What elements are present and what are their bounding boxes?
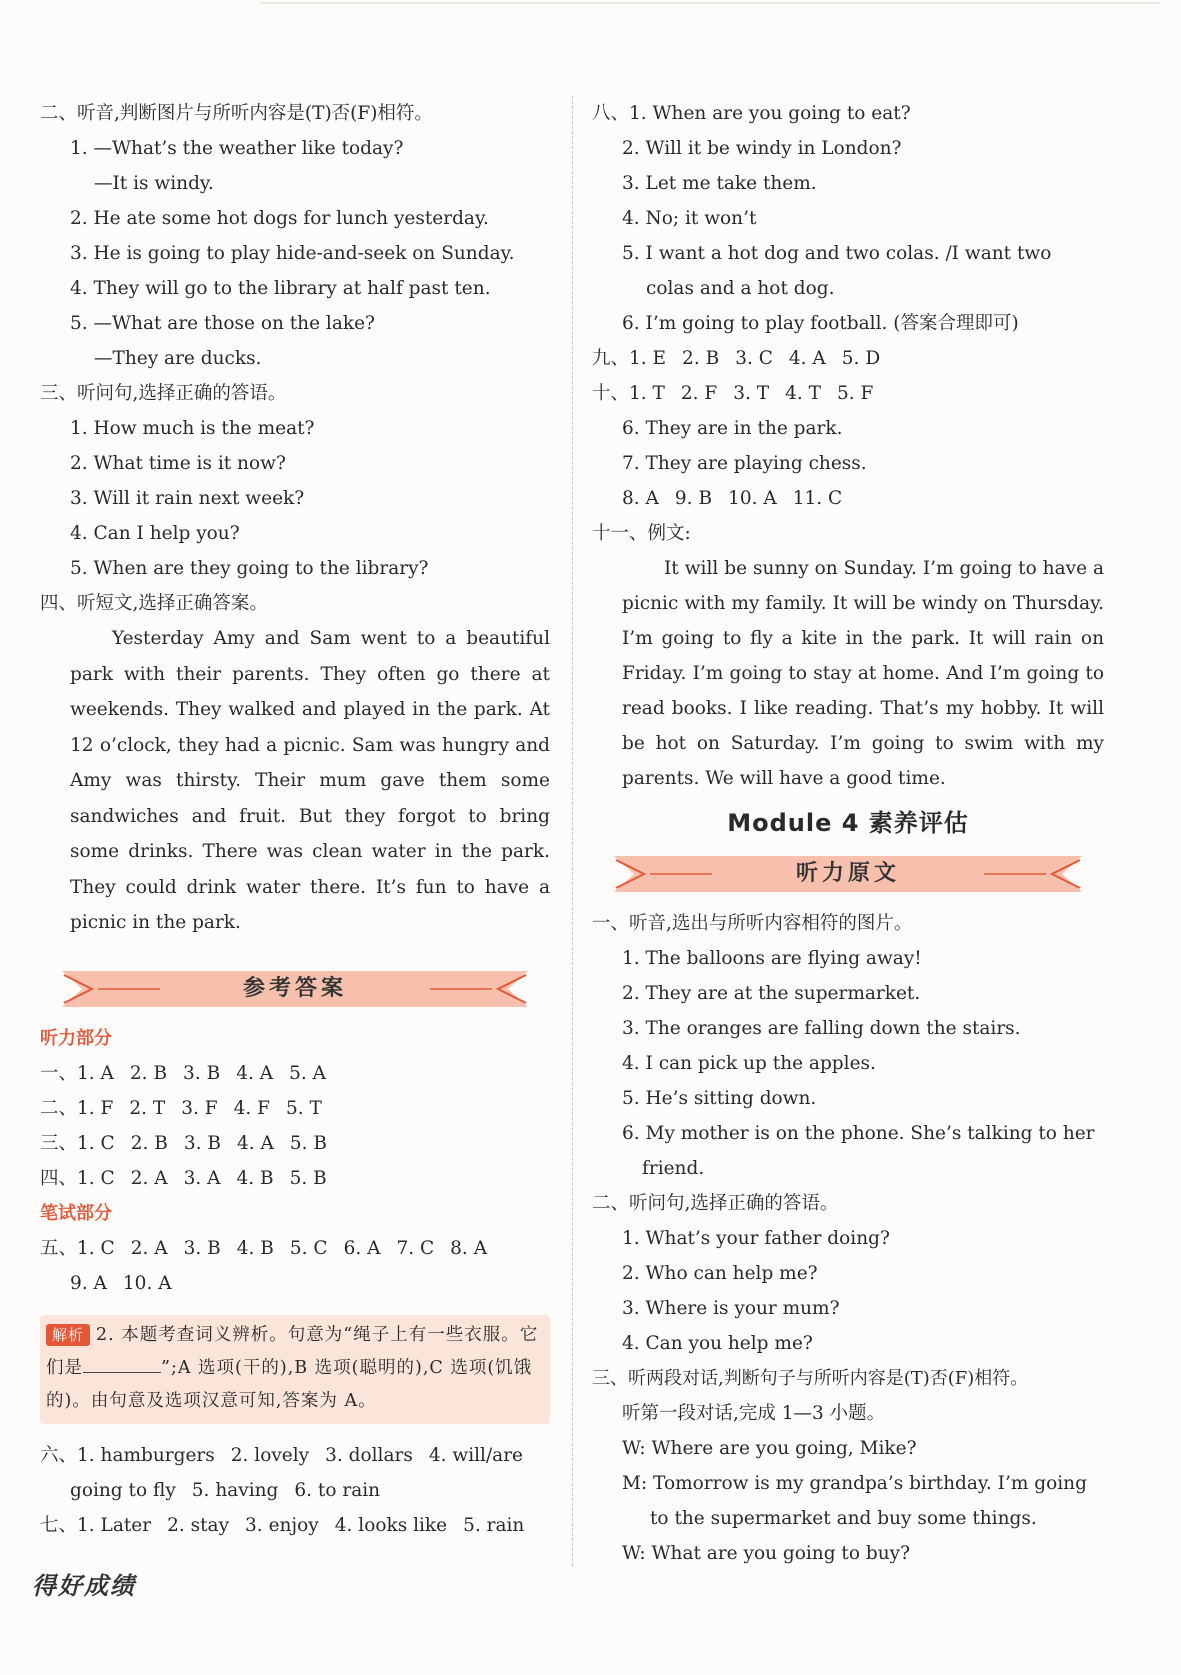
answer: 2. A — [130, 1237, 168, 1259]
answer-10-line: 6. They are in the park. — [622, 418, 843, 439]
m4-section-3-subtitle: 听第一段对话,完成 1—3 小题。 — [622, 1403, 886, 1424]
answer: going to fly — [70, 1479, 176, 1501]
m4-section-1-title: 一、听音,选出与所听内容相符的图片。 — [592, 913, 913, 934]
writing-part-label: 笔试部分 — [40, 1202, 112, 1224]
answer: 2. T — [129, 1097, 166, 1119]
list-item: 5. —What are those on the lake? — [70, 313, 375, 334]
right-column — [592, 96, 1104, 1571]
listening-script-banner — [592, 852, 1104, 896]
answer: 5. B — [289, 1132, 328, 1154]
module-title: Module 4 素养评估 — [727, 809, 969, 837]
answer: 3. B — [183, 1062, 221, 1084]
answer: 5. T — [286, 1097, 322, 1119]
listening-script-title: 听力原文 — [795, 861, 900, 886]
list-item: 3. The oranges are falling down the stairs. — [622, 1018, 1021, 1039]
answers-banner-title: 参考答案 — [242, 975, 347, 1001]
answer: 2. lovely — [230, 1444, 310, 1466]
answer: 3. dollars — [325, 1444, 413, 1466]
answer: 2. B — [130, 1132, 168, 1154]
list-item: friend. — [642, 1158, 705, 1179]
listening-passage — [40, 621, 550, 941]
list-item: 2. What time is it now? — [70, 453, 286, 474]
m4-section-3-title: 三、听两段对话,判断句子与所听内容是(T)否(F)相符。 — [592, 1368, 1029, 1389]
dialog-line: M: Tomorrow is my grandpa’s birthday. I’m going — [622, 1473, 1087, 1494]
list-item: 4. Can you help me? — [622, 1333, 813, 1354]
answer: 4. A — [236, 1062, 274, 1084]
answer: 5. rain — [463, 1514, 525, 1536]
list-item: 2. He ate some hot dogs for lunch yesterday. — [70, 208, 489, 229]
analysis-text-2: ”;A 选项(干的),B 选项(聪明的),C 选项(饥饿的)。由句意及选项汉意可知,答案为 A。 — [46, 1357, 533, 1411]
answer: 3. B — [183, 1132, 221, 1154]
analysis-text-1: 2. 本题考查词义辨析。句意为“绳子上有一些衣服。它们是 — [46, 1324, 539, 1378]
column-divider — [572, 96, 573, 1566]
answer-row — [40, 1091, 550, 1126]
list-item: 1. How much is the meat? — [70, 418, 315, 439]
answer: 6. A — [343, 1237, 381, 1259]
m4-section-2-title: 二、听问句,选择正确的答语。 — [592, 1193, 839, 1214]
blank-line — [83, 1354, 161, 1373]
list-item: 2. Who can help me? — [622, 1263, 818, 1284]
answer: 2. F — [680, 383, 718, 404]
answer-8-line: 6. I’m going to play football. (答案合理即可) — [622, 313, 1019, 334]
footer-brand: 得好成绩 — [32, 1571, 136, 1600]
answer: 4. looks like — [334, 1514, 448, 1536]
list-item: 1. —What’s the weather like today? — [70, 138, 404, 159]
answer: 2. B — [682, 348, 720, 369]
list-item: 3. He is going to play hide-and-seek on Sunday. — [70, 243, 515, 264]
answer: 4. A — [788, 348, 826, 369]
section-4-title: 四、听短文,选择正确答案。 — [40, 593, 268, 614]
answer: 六、1. hamburgers — [40, 1444, 215, 1466]
listening-part-label: 听力部分 — [40, 1027, 112, 1049]
answer: 三、1. C — [40, 1132, 115, 1154]
answer: 11. C — [792, 488, 843, 509]
list-item: —It is windy. — [94, 173, 214, 194]
answer: 3. B — [183, 1237, 221, 1259]
dialog-line: to the supermarket and buy some things. — [650, 1508, 1037, 1529]
answer: 四、1. C — [40, 1167, 115, 1189]
essay-text: It will be sunny on Sunday. I’m going to have a picnic with my family. It will be windy on Thursday. I’m going to fly a kite in the park. It will rain on Friday. I’m going to stay at home. And I’m going to read books. I like reading. That’s my hobby. It will be hot on Saturday. I’m going to swim with my parents. We will have a good time. — [622, 558, 1104, 789]
answer-8-line: colas and a hot dog. — [646, 278, 835, 299]
answer-11-title: 十一、例文: — [592, 523, 691, 544]
list-item: 6. My mother is on the phone. She’s talking to her — [622, 1123, 1095, 1144]
answer: 9. B — [674, 488, 713, 509]
list-item: 3. Will it rain next week? — [70, 488, 305, 509]
answer: 10. A — [728, 488, 777, 509]
answer: 4. B — [236, 1167, 274, 1189]
list-item: 4. I can pick up the apples. — [622, 1053, 876, 1074]
answer: 十、1. T — [592, 383, 665, 404]
answer: 4. F — [233, 1097, 270, 1119]
list-item: 5. When are they going to the library? — [70, 558, 429, 579]
answer-8-line: 3. Let me take them. — [622, 173, 817, 194]
answer: 8. A — [450, 1237, 488, 1259]
answer: 10. A — [122, 1272, 172, 1294]
answer: 8. A — [622, 488, 659, 509]
answer-row — [592, 376, 1104, 411]
list-item: 5. He’s sitting down. — [622, 1088, 817, 1109]
list-item: 4. They will go to the library at half past ten. — [70, 278, 491, 299]
answer-8-line: 2. Will it be windy in London? — [622, 138, 902, 159]
answer-8-line: 4. No; it won’t — [622, 208, 757, 229]
answer: 4. T — [785, 383, 821, 404]
list-item: 1. What’s your father doing? — [622, 1228, 890, 1249]
answer-row — [40, 1056, 550, 1091]
list-item: 3. Where is your mum? — [622, 1298, 840, 1319]
list-item: —They are ducks. — [94, 348, 262, 369]
answers-banner — [40, 967, 550, 1011]
analysis-tag: 解析 — [46, 1324, 90, 1346]
answer: 5. F — [837, 383, 874, 404]
answer-row — [40, 1231, 550, 1266]
answer: 5. having — [191, 1479, 279, 1501]
answer-8-line: 八、1. When are you going to eat? — [592, 103, 911, 124]
answer: 七、1. Later — [40, 1514, 152, 1536]
answer: 五、1. C — [40, 1237, 115, 1259]
answer: 3. T — [733, 383, 770, 404]
answer: 二、1. F — [40, 1097, 114, 1119]
answer: 4. A — [236, 1132, 274, 1154]
section-2-title: 二、听音,判断图片与所听内容是(T)否(F)相符。 — [40, 103, 433, 124]
answer-row — [40, 1126, 550, 1161]
answer: 5. B — [289, 1167, 327, 1189]
answer-row — [592, 481, 1104, 516]
answer-row — [40, 1161, 550, 1196]
answer: 一、1. A — [40, 1062, 114, 1084]
analysis-note — [40, 1315, 550, 1424]
answer-row — [40, 1473, 550, 1508]
answer-row — [40, 1438, 550, 1473]
answer: 7. C — [396, 1237, 435, 1259]
list-item: 2. They are at the supermarket. — [622, 983, 921, 1004]
answer: 5. C — [289, 1237, 328, 1259]
answer-row — [592, 341, 1104, 376]
answer-row — [40, 1266, 550, 1301]
answer: 3. A — [183, 1167, 221, 1189]
answer: 4. will/are — [428, 1444, 523, 1466]
answer-8-line: 5. I want a hot dog and two colas. /I want two — [622, 243, 1052, 264]
left-column — [40, 96, 550, 1543]
dialog-line: W: Where are you going, Mike? — [622, 1438, 917, 1459]
answer: 九、1. E — [592, 348, 667, 369]
answer: 3. F — [181, 1097, 218, 1119]
answer: 2. B — [129, 1062, 168, 1084]
answer: 4. B — [236, 1237, 274, 1259]
answer: 5. D — [841, 348, 881, 369]
passage-text: Yesterday Amy and Sam went to a beautiful park with their parents. They often go there at weekends. They walked and played in the park. At 12 o’clock, they had a picnic. Sam was hungry and Amy was thirsty. Their mum gave them some sandwiches and fruit. But they forgot to bring some drinks. There was clean water in the park. They could drink water there. It’s fun to have a picnic in the park. — [70, 628, 550, 933]
answer: 3. C — [735, 348, 773, 369]
dialog-line: W: What are you going to buy? — [622, 1543, 910, 1564]
answer: 2. A — [130, 1167, 168, 1189]
answer: 2. stay — [167, 1514, 230, 1536]
answer-10-line: 7. They are playing chess. — [622, 453, 867, 474]
answer-row — [40, 1508, 550, 1543]
answer: 6. to rain — [294, 1479, 381, 1501]
list-item: 1. The balloons are flying away! — [622, 948, 922, 969]
top-edge-line — [260, 2, 1160, 4]
answer: 5. A — [289, 1062, 326, 1084]
list-item: 4. Can I help you? — [70, 523, 240, 544]
section-3-title: 三、听问句,选择正确的答语。 — [40, 383, 287, 404]
answer: 9. A — [70, 1272, 107, 1294]
answer: 3. enjoy — [245, 1514, 319, 1536]
sample-essay — [592, 551, 1104, 796]
